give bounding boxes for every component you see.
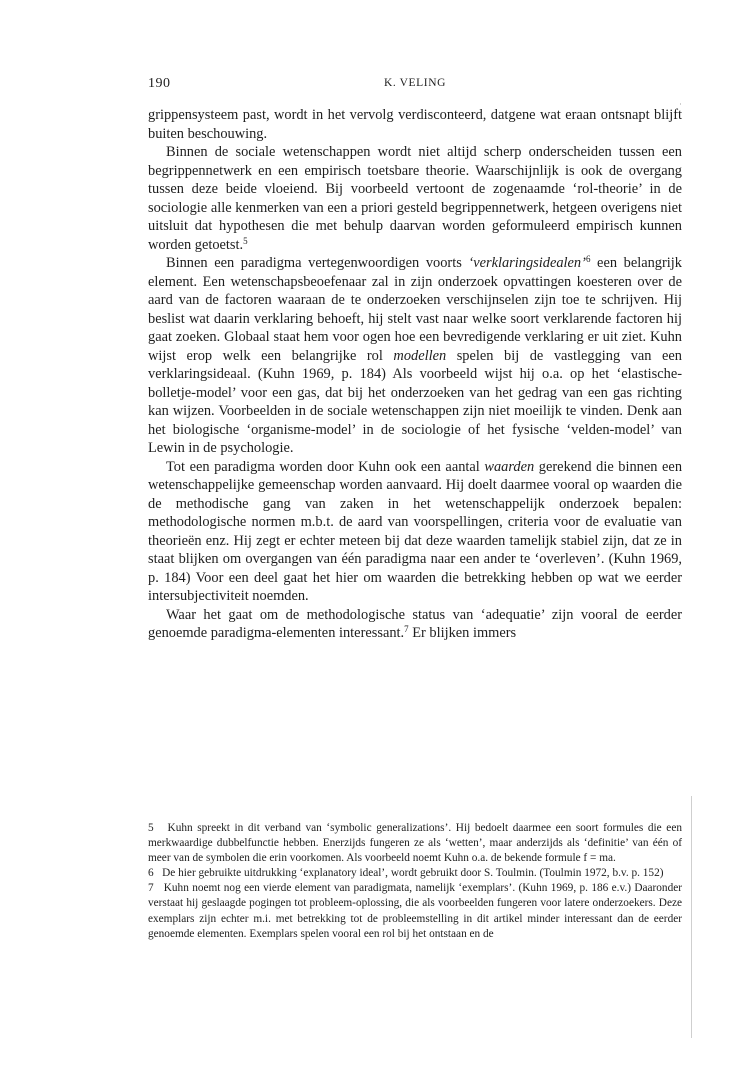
footnote-text: Kuhn spreekt in dit verband van ‘symbolic generalizations’. Hij bedoelt daarmee een soort formules die een merkwaardige dubbelfunctie hebben. Enerzijds fungeren ze als ‘wetten’, maar anderzijds als ‘definitie’ van één of meer van de symbolen die erin voorkomen. Als voorbeeld noemt Kuhn o.a. de bekende formule f = ma. (148, 822, 682, 865)
footnote-ref: 5 (243, 235, 248, 246)
footnotes (148, 821, 682, 942)
footnote (148, 866, 682, 881)
footnote-text: De hier gebruikte uitdrukking ‘explanatory ideal’, wordt gebruikt door S. Toulmin. (Toulmin 1972, b.v. p. 152) (162, 867, 664, 880)
emphasis: modellen (393, 347, 447, 364)
footnote-number: 6 (148, 867, 154, 880)
footnote-number: 5 (148, 822, 154, 834)
running-head (148, 76, 682, 92)
scan-speck (691, 796, 692, 1038)
paragraph: Tot een paradigma worden door Kuhn ook een aantal waarden gerekend die binnen een wetenschappelijke gemeenschap worden aanvaard. Hij doelt daarmee vooral op waarden die de methodische gang van zaken in het wetenschappelijk onderzoek bepalen: methodologische normen m.b.t. de aard van voorspellingen, criteria voor de evaluatie van theorieën enz. Hij zegt er echter meteen bij dat deze waarden tamelijk stabiel zijn, dat ze in staat blijken om overgangen van één paradigma naar een ander te ‘overleven’. (Kuhn 1969, p. 184) Voor een deel gaat het hier om waarden die betrekking hebben op wat we eerder intersubjectiviteit noemden. (148, 458, 683, 604)
footnote-ref: 7 (404, 624, 409, 634)
body-text (148, 106, 682, 643)
paragraph: Binnen de sociale wetenschappen wordt niet altijd scherp onderscheiden tussen een begrippennetwerk en een empirisch toetsbare theorie. Waarschijnlijk is ook de overgang tussen deze beide vloeiend. Bij voorbeeld vertoont de zogenaamde ‘rol-theorie’ in de sociologie alle kenmerken van een a priori gesteld begrippennetwerk, hetgeen overigens niet uitsluit dat hypothesen die met behulp daarvan worden geformuleerd empirisch kunnen worden getoetst.$^5$ (148, 144, 682, 253)
emphasis: waarden (484, 458, 535, 475)
footnote (148, 881, 682, 941)
footnote-ref: 6 (585, 254, 591, 264)
paragraph: grippensysteem past, wordt in het vervolg verdisconteerd, datgene wat eraan ontsnapt blijft buiten beschouwing. (148, 107, 682, 142)
paragraph: Binnen een paradigma vertegenwoordigen voorts ‘verklaringsidealen’$^6$ een belangrijk element. Een wetenschapsbeoefenaar zal in zijn onderzoek opvattingen koesteren over de aard van de factoren waaraan de te onderzoeken verschijnselen zijn toe te schrijven. Hij beslist wat daarin verklaring behoeft, hij stelt vast naar welke soort verklarende factoren hij gaat zoeken. Globaal staat hem voor ogen hoe een bevredigende verklaring er uit ziet. Kuhn wijst erop welk een belangrijke rol modellen spelen bij de vastlegging van een verklaringsideaal. (Kuhn 1969, p. 184) Als voorbeeld wijst hij o.a. op het ‘elastische-bolletje-model’ voor een gas, dat bij het onderzoeken van het gedrag van een gas richting kan wijzen. Voorbeelden in de sociale wetenschappen zijn niet moeilijk te vinden. Denk aan het biologische ‘organisme-model’ in de sociologie of het fysische ‘velden-model’ van Lewin in de psychologie. (148, 254, 682, 456)
footnote (148, 821, 682, 866)
footnote-text: Kuhn noemt nog een vierde element van paradigmata, namelijk ‘exemplars’. (Kuhn 1969, p. 186 e.v.) Daaronder verstaat hij geslaagde pogingen tot probleem-oplossing, die als voorbeelden fungeren voor latere onderzoekers. Deze exemplars zijn echter m.i. met betrekking tot de probleemstelling in dit artikel minder interessant dan de eerder genoemde elementen. Exemplars spelen vooral een rol bij het ontstaan en de (148, 882, 682, 940)
paragraph: Waar het gaat om de methodologische status van ‘adequatie’ zijn vooral de eerder genoemde paradigma-elementen interessant.$^7$ Er blijken immers (148, 606, 682, 641)
page-number: 190 (148, 76, 171, 91)
emphasis: ‘verklaringsidealen’ (468, 255, 586, 271)
running-title: K. VELING (383, 77, 447, 89)
footnote-number: 7 (148, 882, 154, 895)
scan-speck (680, 103, 681, 105)
